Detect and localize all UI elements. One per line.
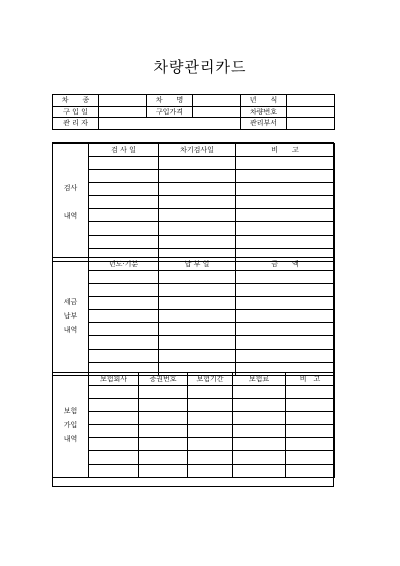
insurance-header-row [53, 373, 335, 386]
table-row [53, 438, 335, 451]
tax-section-label: 세금 납부 내역 [53, 258, 89, 376]
table-row [53, 412, 335, 425]
table-row [53, 284, 335, 297]
table-row [53, 222, 335, 235]
label-vehicle-number: 차량번호 [241, 106, 287, 118]
table-row [53, 336, 335, 349]
table-row [53, 425, 335, 438]
header-premium: 보험료 [233, 373, 286, 386]
label-model-year: 년 식 [241, 95, 287, 107]
tax-header-row [53, 258, 335, 271]
field-purchase-date[interactable] [99, 106, 147, 118]
table-row [53, 297, 335, 310]
header-payment-date: 납 부 일 [159, 258, 236, 271]
header-insurance-period: 보험기간 [188, 373, 233, 386]
field-car-type[interactable] [99, 95, 147, 107]
table-row [53, 183, 335, 196]
table-row [53, 170, 335, 183]
table-row [53, 196, 335, 209]
field-purchase-price[interactable] [193, 106, 241, 118]
field-department[interactable] [287, 118, 335, 130]
table-row [53, 310, 335, 323]
header-next-inspection-date: 차기검사일 [159, 144, 236, 157]
table-row [53, 209, 335, 222]
table-row [53, 386, 335, 399]
table-row [53, 451, 335, 464]
vehicle-info-table [52, 94, 335, 130]
info-row-2 [53, 106, 335, 118]
label-purchase-price: 구입가격 [147, 106, 193, 118]
label-car-name: 차 명 [147, 95, 193, 107]
label-manager: 관 리 자 [53, 118, 99, 130]
inspection-table [52, 143, 335, 262]
table-row [53, 399, 335, 412]
field-vehicle-number[interactable] [287, 106, 335, 118]
table-row [53, 464, 335, 477]
table-row [53, 235, 335, 248]
document-title: 차량관리카드 [153, 58, 247, 76]
field-model-year[interactable] [287, 95, 335, 107]
info-row-3 [53, 118, 335, 130]
header-policy-number: 증권번호 [139, 373, 188, 386]
label-car-type: 차 종 [53, 95, 99, 107]
label-purchase-date: 구 입 일 [53, 106, 99, 118]
header-remarks: 비 고 [236, 144, 335, 157]
header-insurer: 보험회사 [89, 373, 139, 386]
tax-table [52, 257, 335, 376]
header-inspection-date: 검 사 일 [89, 144, 159, 157]
table-row [53, 323, 335, 336]
insurance-table [52, 372, 335, 478]
header-year-period: 년도·기분 [89, 258, 159, 271]
table-row [53, 271, 335, 284]
header-amount: 금 액 [236, 258, 335, 271]
info-row-1 [53, 95, 335, 107]
insurance-section-label: 보험 가입 내역 [53, 373, 89, 478]
table-row [53, 349, 335, 362]
field-manager[interactable] [99, 118, 241, 130]
label-department: 관리부서 [241, 118, 287, 130]
inspection-header-row [53, 144, 335, 157]
header-insurance-remarks: 비 고 [286, 373, 335, 386]
table-row [53, 157, 335, 170]
field-car-name[interactable] [193, 95, 241, 107]
inspection-section-label: 검사 내역 [53, 144, 89, 262]
